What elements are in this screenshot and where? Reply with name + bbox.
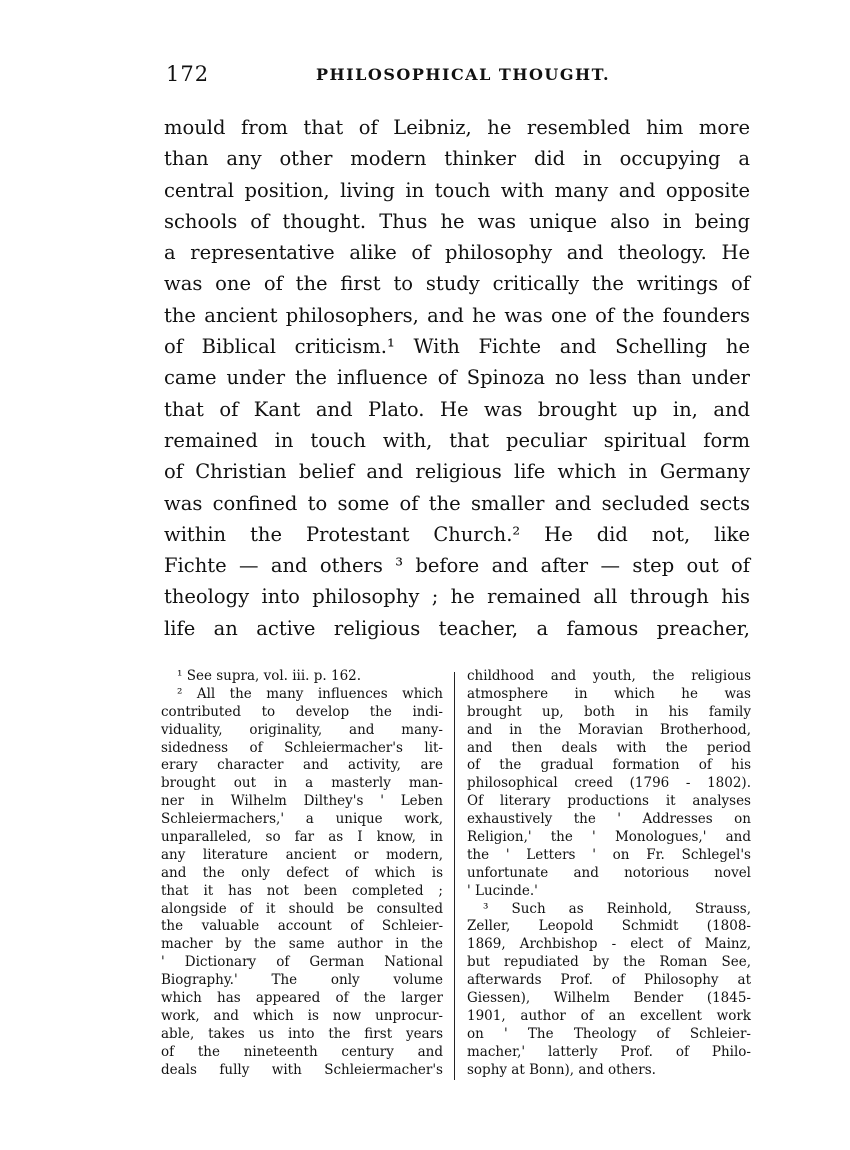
- body-line: of Christian belief and religious life which in Germany: [164, 460, 750, 484]
- body-line: came under the influence of Spinoza no less than under: [164, 366, 750, 390]
- footnote-line: macher,' latterly Prof. of Philo-: [467, 1043, 751, 1060]
- footnote-line: the valuable account of Schleier-: [161, 918, 443, 935]
- footnote-line: able, takes us into the first years: [161, 1025, 443, 1042]
- body-line: was one of the first to study critically the writings of: [164, 272, 750, 296]
- footnote-line: of the nineteenth century and: [161, 1043, 443, 1060]
- footnote-line: ³ Such as Reinhold, Strauss,: [483, 900, 751, 917]
- footnote-line: 1901, author of an excellent work: [467, 1007, 751, 1024]
- footnote-line: sidedness of Schleiermacher's lit-: [161, 739, 443, 756]
- footnote-line: and then deals with the period: [467, 739, 751, 756]
- footnote-line: deals fully with Schleiermacher's: [161, 1061, 443, 1078]
- page-number: 172: [166, 62, 210, 86]
- body-line: within the Protestant Church.² He did not, like: [164, 522, 750, 546]
- footnote-line: and the only defect of which is: [161, 864, 443, 881]
- footnote-line: unparalleled, so far as I know, in: [161, 829, 443, 846]
- footnote-line: which has appeared of the larger: [161, 990, 443, 1007]
- footnote-line: on ' The Theology of Schleier-: [467, 1025, 751, 1042]
- footnote-line: and in the Moravian Brotherhood,: [467, 721, 751, 738]
- footnote-line: of the gradual formation of his: [467, 757, 751, 774]
- body-line: of Biblical criticism.¹ With Fichte and Schelling he: [164, 335, 750, 359]
- footnote-line: the ' Letters ' on Fr. Schlegel's: [467, 846, 751, 863]
- footnote-line: work, and which is now unprocur-: [161, 1007, 443, 1024]
- body-line: a representative alike of philosophy and theology. He: [164, 241, 750, 265]
- footnote-line: Of literary productions it analyses: [467, 793, 751, 810]
- body-line: mould from that of Leibniz, he resembled him more: [164, 116, 750, 139]
- footnote-line: erary character and activity, are: [161, 757, 443, 774]
- footnote-line: that it has not been completed ;: [161, 882, 443, 899]
- footnote-line: unfortunate and notorious novel: [467, 864, 751, 881]
- footnote-line: viduality, originality, and many-: [161, 721, 443, 738]
- footnote-line: exhaustively the ' Addresses on: [467, 811, 751, 828]
- footnote-line: Religion,' the ' Monologues,' and: [467, 829, 751, 846]
- body-line: was confined to some of the smaller and secluded sects: [164, 491, 750, 515]
- body-text: [164, 112, 750, 644]
- footnote-line: alongside of it should be consulted: [161, 900, 443, 917]
- footnote-line: sophy at Bonn), and others.: [467, 1061, 656, 1078]
- footnote-line: ¹ See supra, vol. iii. p. 162.: [177, 668, 362, 684]
- footnotes: [161, 668, 751, 1088]
- footnote-line: any literature ancient or modern,: [161, 846, 443, 863]
- body-line: theology into philosophy ; he remained all through his: [164, 585, 750, 609]
- footnote-line: macher by the same author in the: [161, 936, 443, 953]
- body-line: life an active religious teacher, a famous preacher,: [164, 616, 750, 640]
- footnote-line: but repudiated by the Roman See,: [467, 954, 751, 971]
- running-title: PHILOSOPHICAL THOUGHT.: [316, 65, 611, 84]
- footnote-line: Giessen), Wilhelm Bender (1845-: [467, 990, 751, 1007]
- footnote-line: atmosphere in which he was: [467, 685, 751, 702]
- footnote-line: Schleiermachers,' a unique work,: [161, 811, 443, 828]
- footnote-column-left: [161, 668, 443, 1079]
- body-line: schools of thought. Thus he was unique also in being: [164, 209, 750, 233]
- footnote-line: afterwards Prof. of Philosophy at: [467, 972, 751, 989]
- footnote-line: 1869, Archbishop - elect of Mainz,: [467, 936, 751, 953]
- body-line: Fichte — and others ³ before and after — step out of: [164, 554, 750, 578]
- footnote-line: ' Dictionary of German National: [161, 954, 443, 971]
- footnote-line: ' Lucinde.': [467, 882, 538, 899]
- page-header: [166, 62, 750, 92]
- footnote-line: Biography.' The only volume: [161, 972, 443, 989]
- footnote-line: ner in Wilhelm Dilthey's ' Leben: [161, 793, 443, 810]
- footnote-line: Zeller, Leopold Schmidt (1808-: [467, 918, 751, 935]
- footnote-line: childhood and youth, the religious: [467, 668, 751, 684]
- footnote-line: brought out in a masterly man-: [161, 775, 443, 792]
- body-line: central position, living in touch with many and opposite: [164, 178, 750, 202]
- footnote-line: philosophical creed (1796 - 1802).: [467, 775, 751, 792]
- footnote-line: contributed to develop the indi-: [161, 703, 443, 720]
- footnote-line: brought up, both in his family: [467, 703, 751, 720]
- footnote-column-right: [467, 668, 751, 1079]
- column-divider: [454, 672, 455, 1080]
- body-line: remained in touch with, that peculiar spiritual form: [164, 428, 750, 452]
- body-line: the ancient philosophers, and he was one of the founders: [164, 303, 750, 327]
- body-line: than any other modern thinker did in occupying a: [164, 147, 750, 171]
- footnote-line: ² All the many influences which: [177, 685, 443, 702]
- body-line: that of Kant and Plato. He was brought up in, and: [164, 397, 750, 421]
